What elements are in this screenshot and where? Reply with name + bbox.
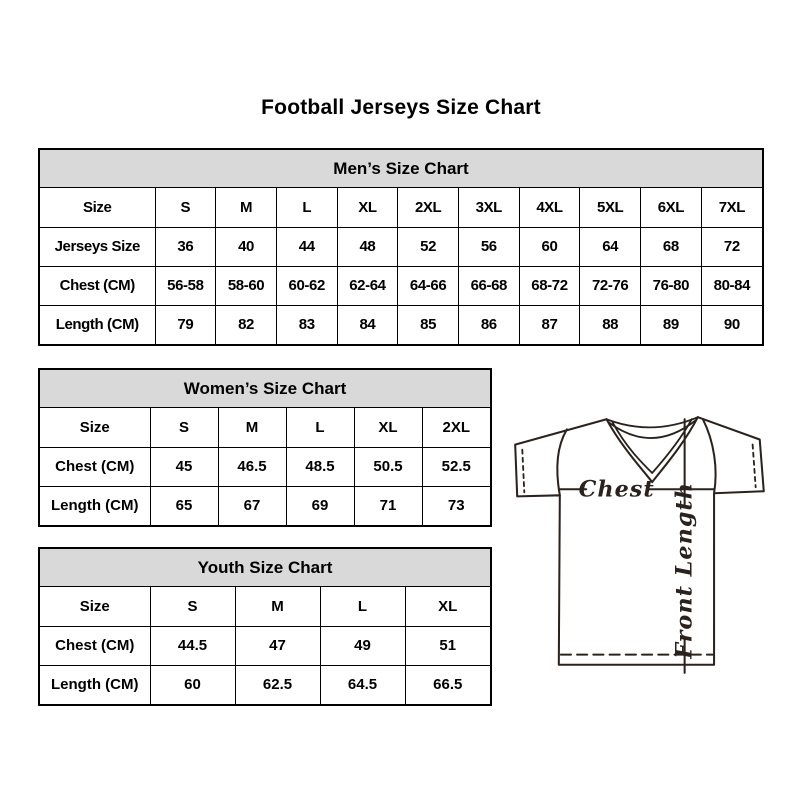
value-cell: 82 <box>216 305 277 344</box>
mens-table-header: Men’s Size Chart <box>40 150 762 188</box>
value-cell: 56 <box>458 227 519 266</box>
right-cuff-stitch <box>753 445 756 488</box>
value-cell: 90 <box>701 305 762 344</box>
value-cell: L <box>320 587 405 626</box>
value-cell: 58-60 <box>216 266 277 305</box>
value-cell: 44 <box>276 227 337 266</box>
row-label-cell: Length (CM) <box>40 305 155 344</box>
front-length-label-group <box>672 482 698 660</box>
value-cell: 87 <box>519 305 580 344</box>
jersey-sketch-svg <box>503 406 779 678</box>
value-cell: 66-68 <box>458 266 519 305</box>
mens-size-table <box>38 148 764 346</box>
value-cell: 40 <box>216 227 277 266</box>
value-cell: 56-58 <box>155 266 216 305</box>
value-cell: 49 <box>320 626 405 665</box>
jersey-outline <box>515 417 764 665</box>
value-cell: 2XL <box>398 188 459 227</box>
value-cell: L <box>276 188 337 227</box>
table-row <box>40 266 762 305</box>
value-cell: 72-76 <box>580 266 641 305</box>
value-cell: 68-72 <box>519 266 580 305</box>
value-cell: 60 <box>150 665 235 704</box>
jersey-measurement-diagram <box>503 406 779 678</box>
value-cell: 80-84 <box>701 266 762 305</box>
row-label-cell: Length (CM) <box>40 665 150 704</box>
table-row <box>40 408 490 447</box>
value-cell: 48 <box>337 227 398 266</box>
value-cell: XL <box>354 408 422 447</box>
front-length-label: Front Length <box>671 482 698 659</box>
value-cell: XL <box>405 587 490 626</box>
value-cell: 62.5 <box>235 665 320 704</box>
value-cell: 45 <box>150 447 218 486</box>
value-cell: L <box>286 408 354 447</box>
value-cell: 85 <box>398 305 459 344</box>
value-cell: S <box>150 408 218 447</box>
right-armhole-seam <box>703 419 716 493</box>
mens-size-grid <box>40 188 762 344</box>
table-row <box>40 665 490 704</box>
row-label-cell: Chest (CM) <box>40 266 155 305</box>
row-label-cell: Chest (CM) <box>40 447 150 486</box>
value-cell: XL <box>337 188 398 227</box>
value-cell: S <box>155 188 216 227</box>
value-cell: 60-62 <box>276 266 337 305</box>
womens-table-header: Women’s Size Chart <box>40 370 490 408</box>
youth-table-header: Youth Size Chart <box>40 549 490 587</box>
value-cell: 79 <box>155 305 216 344</box>
value-cell: 60 <box>519 227 580 266</box>
value-cell: 36 <box>155 227 216 266</box>
value-cell: 44.5 <box>150 626 235 665</box>
value-cell: 65 <box>150 486 218 525</box>
value-cell: 86 <box>458 305 519 344</box>
table-row <box>40 486 490 525</box>
value-cell: 4XL <box>519 188 580 227</box>
value-cell: M <box>216 188 277 227</box>
value-cell: M <box>218 408 286 447</box>
left-cuff-stitch <box>522 450 524 493</box>
value-cell: 62-64 <box>337 266 398 305</box>
value-cell: 64 <box>580 227 641 266</box>
row-label-cell: Chest (CM) <box>40 626 150 665</box>
womens-size-table <box>38 368 492 527</box>
value-cell: 76-80 <box>641 266 702 305</box>
value-cell: 51 <box>405 626 490 665</box>
value-cell: 83 <box>276 305 337 344</box>
chest-label: Chest <box>578 476 655 503</box>
row-label-cell: Size <box>40 408 150 447</box>
value-cell: S <box>150 587 235 626</box>
value-cell: 67 <box>218 486 286 525</box>
value-cell: M <box>235 587 320 626</box>
value-cell: 6XL <box>641 188 702 227</box>
value-cell: 66.5 <box>405 665 490 704</box>
value-cell: 71 <box>354 486 422 525</box>
table-row <box>40 587 490 626</box>
left-armhole-seam <box>557 429 567 495</box>
value-cell: 7XL <box>701 188 762 227</box>
value-cell: 88 <box>580 305 641 344</box>
table-row <box>40 305 762 344</box>
value-cell: 2XL <box>422 408 490 447</box>
value-cell: 3XL <box>458 188 519 227</box>
value-cell: 69 <box>286 486 354 525</box>
value-cell: 52 <box>398 227 459 266</box>
row-label-cell: Length (CM) <box>40 486 150 525</box>
youth-size-grid <box>40 587 490 704</box>
value-cell: 72 <box>701 227 762 266</box>
youth-size-table <box>38 547 492 706</box>
value-cell: 84 <box>337 305 398 344</box>
value-cell: 5XL <box>580 188 641 227</box>
value-cell: 48.5 <box>286 447 354 486</box>
value-cell: 47 <box>235 626 320 665</box>
value-cell: 46.5 <box>218 447 286 486</box>
value-cell: 89 <box>641 305 702 344</box>
womens-size-grid <box>40 408 490 525</box>
value-cell: 64.5 <box>320 665 405 704</box>
page-title: Football Jerseys Size Chart <box>261 96 541 119</box>
table-row <box>40 447 490 486</box>
value-cell: 64-66 <box>398 266 459 305</box>
value-cell: 52.5 <box>422 447 490 486</box>
value-cell: 68 <box>641 227 702 266</box>
row-label-cell: Size <box>40 188 155 227</box>
row-label-cell: Size <box>40 587 150 626</box>
table-row <box>40 227 762 266</box>
table-row <box>40 626 490 665</box>
value-cell: 50.5 <box>354 447 422 486</box>
value-cell: 73 <box>422 486 490 525</box>
table-row <box>40 188 762 227</box>
row-label-cell: Jerseys Size <box>40 227 155 266</box>
